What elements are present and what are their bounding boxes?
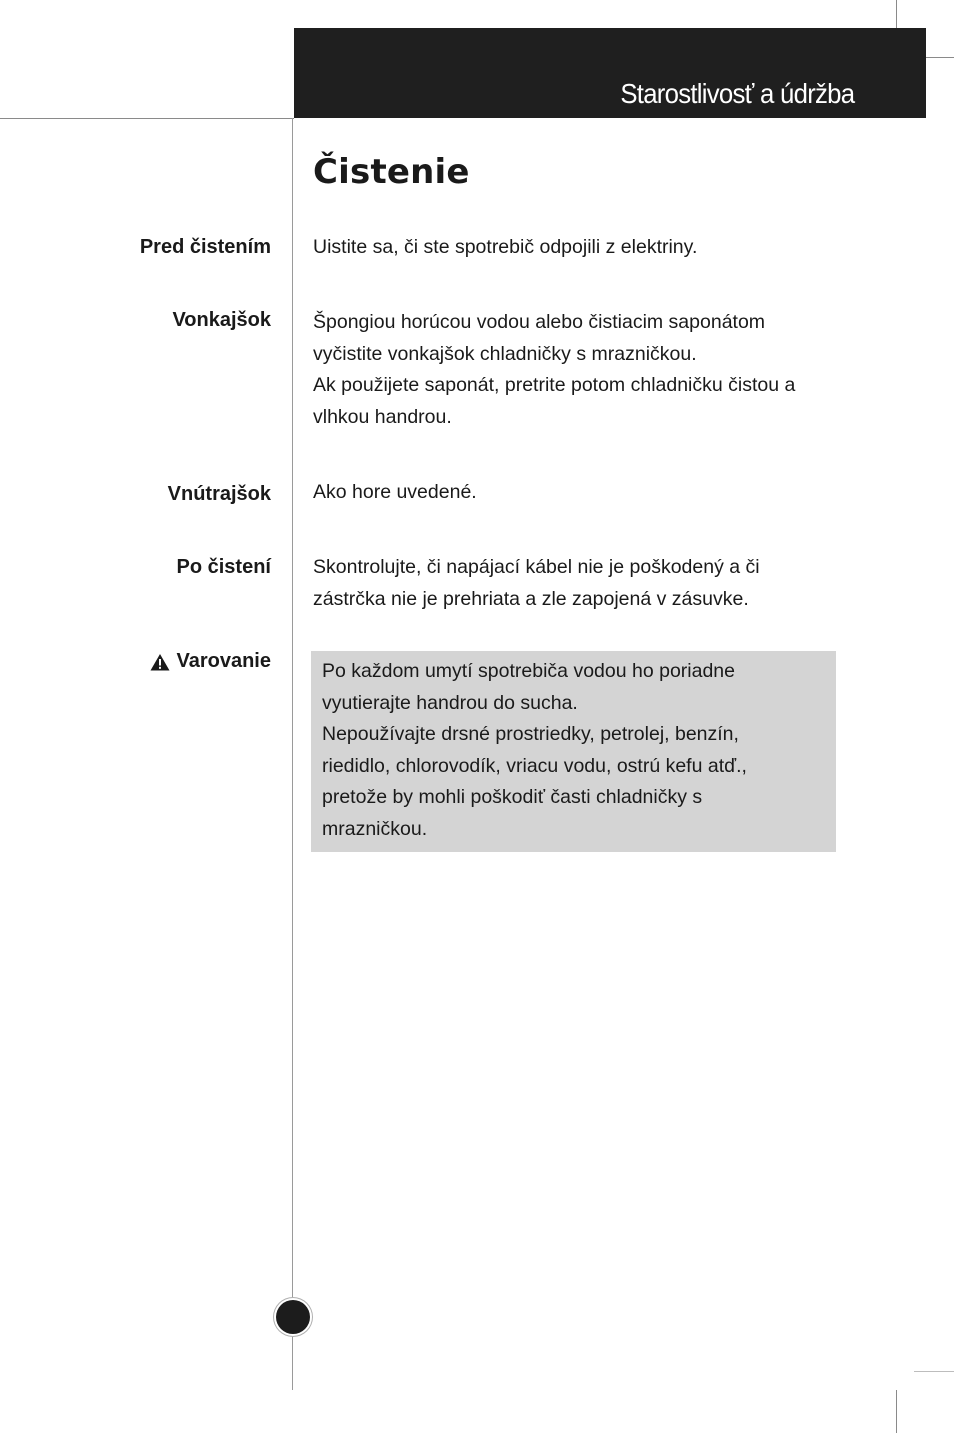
text-line: Špongiou horúcou vodou alebo čistiacim saponátom — [313, 311, 766, 333]
text-line: Po každom umytí spotrebiča vodou ho poriadne — [322, 660, 735, 682]
warning-box — [311, 651, 836, 852]
section-header-bar — [294, 28, 926, 118]
section-label: Vonkajšok — [172, 309, 271, 331]
text-line: Uistite sa, či ste spotrebič odpojili z elektriny. — [313, 236, 698, 258]
text-po-cisteni — [313, 552, 843, 615]
crop-mark-top — [896, 0, 897, 28]
text-line: riedidlo, chlorovodík, vriacu vodu, ostrú kefu atď., — [322, 754, 747, 777]
text-line: vyčistite vonkajšok chladničky s mrazničkou. — [313, 342, 697, 365]
top-left-rule — [0, 118, 294, 119]
crop-mark-right-bottom — [914, 1371, 954, 1372]
text-line: mrazničkou. — [322, 817, 428, 840]
label-po-cisteni — [177, 556, 271, 579]
text-vonkajsok — [313, 307, 843, 433]
text-line: vlhkou handrou. — [313, 405, 452, 428]
text-line: vyutierajte handrou do sucha. — [322, 691, 578, 714]
label-pred-cistenim — [140, 236, 271, 259]
section-header-title: Starostlivosť a údržba — [619, 78, 854, 109]
page-title: Čistenie — [313, 152, 470, 192]
section-label: Pred čistením — [139, 236, 271, 258]
section-label: Varovanie — [176, 650, 271, 672]
text-line: Nepoužívajte drsné prostriedky, petrolej, benzín, — [322, 723, 739, 745]
text-line: Ako hore uvedené. — [313, 481, 477, 503]
label-vonkajsok — [172, 309, 271, 332]
column-divider — [292, 118, 293, 1390]
crop-mark-right-top — [926, 57, 954, 58]
text-line: pretože by mohli poškodiť časti chladničky s — [322, 786, 703, 808]
text-vnutrajsok — [313, 477, 843, 509]
warning-triangle-icon — [150, 653, 170, 671]
section-label: Vnútrajšok — [167, 483, 271, 505]
text-line: Skontrolujte, či napájací kábel nie je poškodený a či — [313, 556, 760, 578]
text-pred-cistenim — [313, 232, 843, 264]
page-marker-dot — [276, 1300, 310, 1334]
text-line: zástrčka nie je prehriata a zle zapojená v zásuvke. — [313, 587, 749, 610]
label-varovanie — [150, 650, 271, 673]
section-label: Po čistení — [176, 556, 271, 578]
label-vnutrajsok — [168, 483, 271, 506]
text-line: Ak použijete saponát, pretrite potom chladničku čistou a — [313, 374, 796, 396]
crop-mark-bottom — [896, 1390, 897, 1433]
